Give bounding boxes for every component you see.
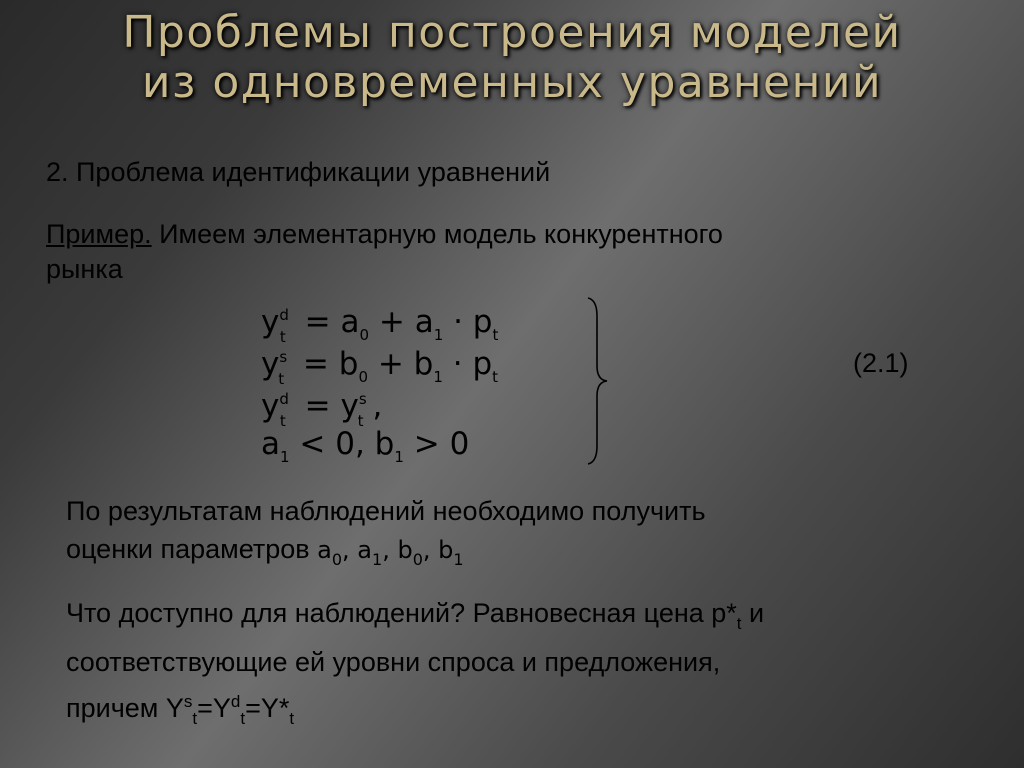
equation-system xyxy=(255,296,615,468)
example-text-line1: Имеем элементарную модель конкурентного xyxy=(151,219,723,249)
params-line-1: По результатам наблюдений необходимо получить xyxy=(66,496,706,526)
equation-line-3: $y^d_t = y^s_t$ , xyxy=(261,388,383,430)
example-text-line2: рынка xyxy=(46,254,123,284)
params-line-2: оценки параметров $a_0$, $a_1$, $b_0$, $b_1$ xyxy=(66,534,464,569)
equation-line-2: $y^s_t = b_0 + b_1 \cdot p_t$ xyxy=(261,346,499,388)
equation-line-1: $y^d_t = a_0 + a_1 \cdot p_t$ xyxy=(261,304,499,346)
slide-title xyxy=(0,8,1024,108)
example-paragraph xyxy=(46,217,723,287)
observations-line-1: Что доступно для наблюдений? Равновесная цена $p*_t$ и xyxy=(66,598,765,633)
equation-line-4: $a_1 < 0$, $b_1 > 0$ xyxy=(261,426,470,466)
title-line-1: Проблемы построения моделей xyxy=(122,7,902,58)
section-heading: 2. Проблема идентификации уравнений xyxy=(46,157,551,187)
system-brace xyxy=(585,296,609,466)
example-label: Пример. xyxy=(46,219,152,249)
observations-line-3: причем $Y^s_t=Y^d_t=Y*_t$ xyxy=(66,692,295,728)
title-line-2: из одновременных уравнений xyxy=(141,57,883,108)
params-paragraph xyxy=(66,492,706,579)
observations-line-2: соответствующие ей уровни спроса и предложения, xyxy=(66,647,721,677)
observations-paragraph xyxy=(66,594,764,738)
equation-number: (2.1) xyxy=(853,348,909,378)
